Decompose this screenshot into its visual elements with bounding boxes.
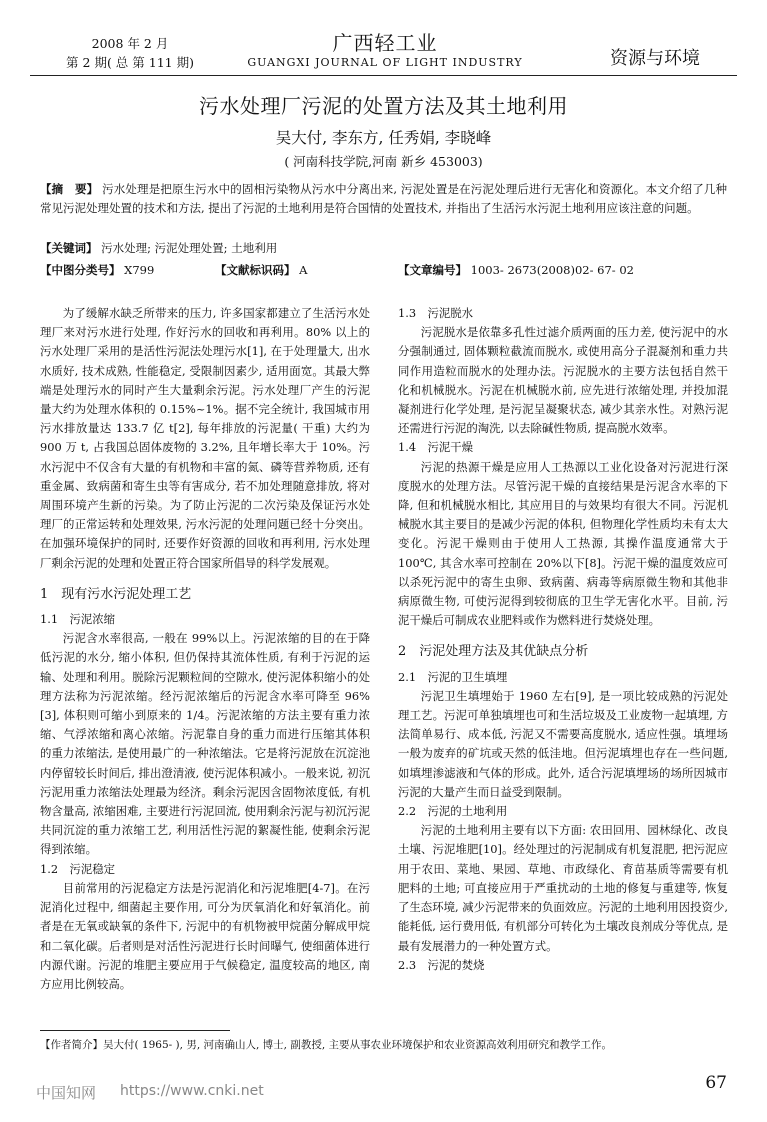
affiliation: ( 河南科技学院,河南 新乡 453003) — [284, 154, 483, 169]
section-1-2-heading: 1.2 污泥稳定 — [40, 861, 116, 876]
section-1-1-paragraph: 污泥含水率很高, 一般在 99%以上。污泥浓缩的目的在于降低污泥的水分, 缩小体积, 但仍保持其流体性质, 有利于污泥的运输、处理和利用。脱除污泥颗粒间的空隙水, 使污泥体积缩小的处理方法称为污泥浓缩。经污泥浓缩后的污泥含水率可降至 96%[3], 体积则可缩小到原来的 1/4。污泥浓缩的方法主要有重力浓缩、气浮浓缩和离心浓缩。污泥靠自身的重力而进行压缩其体积的重力浓缩法, 是使用最广的一种浓缩法。它是将污泥放在沉淀池内停留较长时间后, 排出澄清液, 使污泥体积减小。一般来说, 初沉污泥用重力浓缩法处理最为经济。剩余污泥因含固物浓度低, 有机物含量高, 浓缩困难, 主要进行污泥回流, 使用剩余污泥与初沉污泥共同沉淀的重力浓缩工艺, 利用活性污泥的絮凝性能, 使剩余污泥得到浓缩。 — [40, 631, 370, 857]
keywords-text: 污水处理; 污泥处理处置; 土地利用 — [101, 241, 278, 255]
section-1-3-heading: 1.3 污泥脱水 — [398, 306, 474, 320]
section-1-4-paragraph: 污泥的热源干燥是应用人工热源以工业化设备对污泥进行深度脱水的处理方法。尽管污泥干燥的直接结果是污泥含水率的下降, 但和机械脱水相比, 其应用目的与效果均有很大不同。污泥机械脱水其主要目的是减少污泥的体积, 但物理化学性质均未有太大变化。污泥干燥则由于使用人工热源, 其操作温度通常大于 100℃, 其含水率可控制在 20%以下[8]。污泥干燥的温度效应可以杀死污泥中的寄生虫卵、致病菌、病毒等病原微生物和其他非病原微生物, 可使污泥得到较彻底的卫生学无害化水平。目前, 污泥干燥后可制成农业肥料或作为燃料进行焚烧处理。 — [398, 459, 728, 628]
section-2-1-heading: 2.1 污泥的卫生填埋 — [398, 669, 508, 684]
article-title: 污水处理厂污泥的处置方法及其土地利用 — [199, 94, 568, 118]
author-footnote: 【作者简介】吴大付( 1965- ), 男, 河南确山人, 博士, 副教授, 主要从事农业环境保护和农业资源高效利用研究和教学工作。 — [40, 1039, 613, 1051]
section-1-3-paragraph: 污泥脱水是依靠多孔性过滤介质两面的压力差, 使污泥中的水分强制通过, 固体颗粒截流而脱水, 或使用高分子混凝剂和重力共同作用造粒而脱水的处理办法。污泥脱水的主要方法包括自然干化和机械脱水。污泥在机械脱水前, 应先进行浓缩处理, 并投加混凝剂进行化学处理, 是污泥呈凝聚状态, 减少其亲水性。对熟污泥还需进行污泥的淘洗, 以去除碱性物质, 提高脱水效率。 — [398, 325, 728, 436]
abstract-text: 污水处理是把原生污水中的固相污染物从污水中分离出来, 污泥处置是在污泥处理后进行无害化和资源化。本文介绍了几种常见污泥处理处置的技术和方法, 提出了污泥的土地利用是符合国情的处置技术, 并指出了生活污水污泥土地利用应该注意的问题。 — [40, 182, 727, 215]
abstract-label: 【摘 要】 — [40, 182, 99, 196]
journal-name-cn: 广西轻工业 — [332, 31, 438, 55]
abstract — [40, 180, 727, 217]
doc-code-value: A — [299, 263, 308, 277]
doc-code-label: 【文献标识码】 — [215, 263, 296, 277]
cnki-url[interactable]: https://www.cnki.net — [120, 1083, 264, 1099]
authors: 吴大付, 李东方, 任秀娟, 李晓峰 — [275, 129, 492, 147]
clc-value: X799 — [124, 263, 155, 277]
section-1-2-paragraph: 目前常用的污泥稳定方法是污泥消化和污泥堆肥[4-7]。在污泥消化过程中, 细菌起主要作用, 可分为厌氧消化和好氧消化。前者是在无氧或缺氧的条件下, 污泥中的有机物被甲烷菌分解成甲烷和二氧化碳。后者则是对活性污泥进行长时间曝气, 使细菌体进行内源代谢。污泥的堆肥主要应用于气候稳定, 温度较高的地区, 南方应用比例较高。 — [40, 880, 370, 991]
article-number — [398, 262, 634, 278]
left-column — [40, 304, 370, 994]
issue-info — [50, 34, 210, 72]
section-2-heading: 2 污泥处理方法及其优缺点分析 — [398, 644, 589, 660]
intro-paragraph: 为了缓解水缺乏所带来的压力, 许多国家都建立了生活污水处理厂来对污水进行处理, 作好污水的回收和再利用。80% 以上的污水处理厂采用的是活性污泥法处理污水[1], 在于处理量大, 出水水质好, 技术成熟, 性能稳定, 受限制因素少, 适用面宽。其最大弊端是处理污水的同时产生大量剩余污泥。污水处理厂产生的污泥量大约为处理水体积的 0.15%~1%。据不完全统计, 我国城市用污水排放量达 133.7 亿 t[2], 每年排放的污泥量( 干重) 大约为 900 万 t, 占我国总固体废物的 3.2%, 且年增长率大于 10%。污水污泥中不仅含有大量的有机物和丰富的氮、磷等营养物质, 还有重金属、致病菌和寄生虫等有害成分, 若不加处理随意排放, 将对周围环境产生新的污染。为了防止污泥的二次污染及保证污水处理厂的正常运转和处理效果, 污水污泥的处理问题已经十分突出。在加强环境保护的同时, 还要作好资源的回收和再利用, 污水处理厂剩余污泥的处理和处置正符合国家所倡导的科学发展观。 — [40, 306, 370, 570]
right-column — [398, 304, 728, 975]
footnote-rule — [40, 1030, 230, 1031]
clc-label: 【中图分类号】 — [40, 263, 121, 277]
issue-date: 2008 年 2 月 — [91, 36, 169, 51]
keywords-label: 【关键词】 — [40, 241, 98, 255]
section-2-2-paragraph: 污泥的土地利用主要有以下方面: 农田回用、园林绿化、改良土壤、污泥堆肥[10]。经处理过的污泥制成有机复混肥, 把污泥应用于农田、菜地、果园、草地、市政绿化、育苗基质等需要有机肥料的土地; 可直接应用于严重扰动的土地的修复与重建等, 恢复了生态环境, 减少污泥带来的负面效应。污泥的土地利用因投资少, 能耗低, 运行费用低, 有机部分可转化为土壤改良剂成分等优点, 是最有发展潜力的一种处置方式。 — [398, 823, 728, 953]
issue-number: 第 2 期( 总 第 111 期) — [66, 55, 194, 70]
article-number-value: 1003- 2673(2008)02- 67- 02 — [470, 263, 634, 277]
article-number-label: 【文章编号】 — [398, 263, 467, 277]
journal-name-en: GUANGXI JOURNAL OF LIGHT INDUSTRY — [247, 56, 523, 69]
column-name: 资源与环境 — [610, 48, 700, 69]
section-1-4-heading: 1.4 污泥干燥 — [398, 440, 474, 455]
keywords — [40, 240, 277, 256]
clc-number — [40, 262, 154, 278]
section-1-1-heading: 1.1 污泥浓缩 — [40, 612, 116, 627]
section-2-2-heading: 2.2 污泥的土地利用 — [398, 804, 508, 819]
cnki-watermark: 中国知网 — [36, 1084, 97, 1102]
header-rule — [30, 75, 737, 76]
page-number: 67 — [705, 1073, 727, 1093]
doc-code — [215, 262, 307, 278]
section-2-1-paragraph: 污泥卫生填埋始于 1960 左右[9], 是一项比较成熟的污泥处理工艺。污泥可单独填埋也可和生活垃圾及工业废物一起填埋, 方法简单易行、成本低, 污泥又不需要高度脱水, 适应性强。填埋场一般为废弃的矿坑或天然的低洼地。但污泥填埋也存在一些问题, 如填埋渗滤液和气体的形成。此外, 适合污泥填埋场的场所因城市污泥的大量产生而日益受到限制。 — [398, 688, 728, 799]
section-1-heading: 1 现有污水污泥处理工艺 — [40, 586, 192, 602]
section-2-3-heading: 2.3 污泥的焚烧 — [398, 957, 485, 972]
